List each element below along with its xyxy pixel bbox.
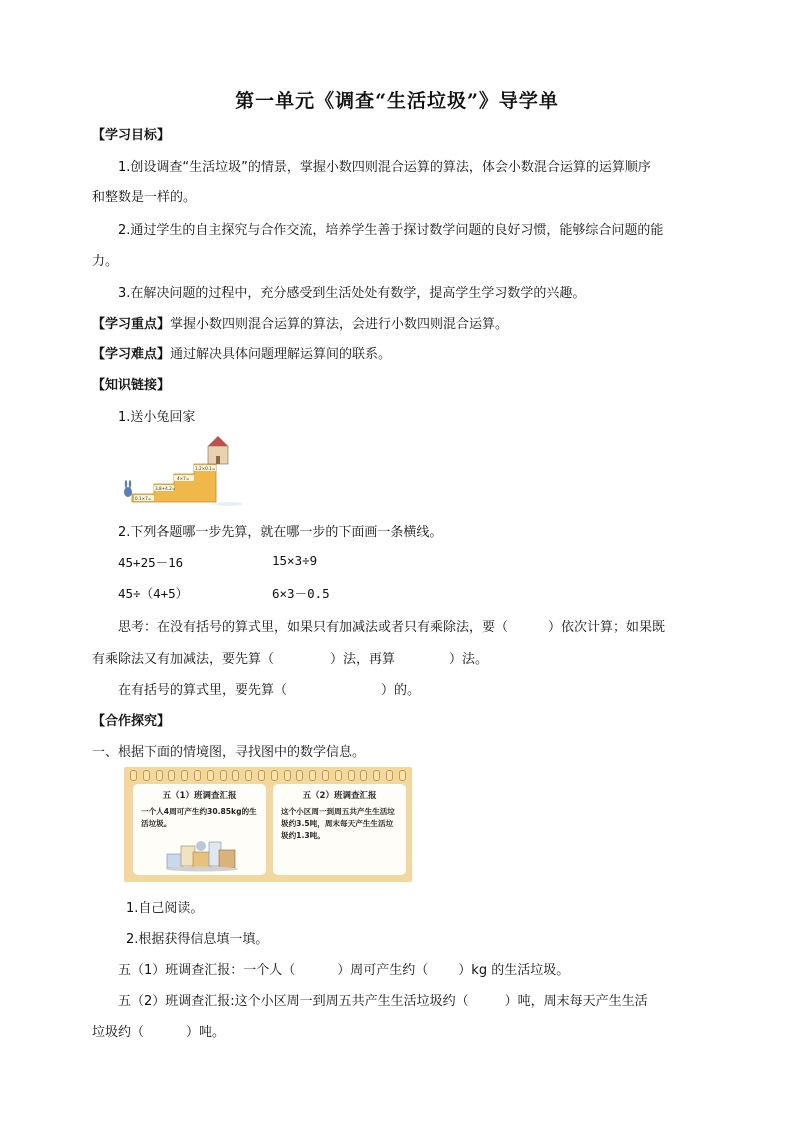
binder-rings <box>130 770 406 780</box>
stair-label-1: 0.1×7= <box>135 496 152 501</box>
goal-2-line-2: 力。 <box>92 254 119 269</box>
report-card-2-text: 这个小区周一到周五共产生生活垃圾约3.5吨，周末每天产生生活垃圾约1.3吨。 <box>281 807 395 840</box>
report-card-class-1 <box>132 783 267 876</box>
paren-line <box>118 679 420 698</box>
links-heading: 【知识链接】 <box>92 378 171 393</box>
link-item-2: 2.下列各题哪一步先算，就在哪一步的下面画一条横线。 <box>118 525 443 540</box>
explore-intro: 一、根据下面的情境图，寻找图中的数学信息。 <box>92 745 366 760</box>
key-point-row <box>92 313 508 332</box>
key-point-text: 掌握小数四则混合运算的算法，会进行小数四则混合运算。 <box>170 317 509 332</box>
rabbit-icon <box>124 480 132 497</box>
paren-text-b: ）的。 <box>381 683 421 698</box>
page-title: 第一单元《调查“生活垃圾”》导学单 <box>235 90 559 112</box>
goal-1-line-1: 1.创设调查“生活垃圾”的情景，掌握小数四则混合运算的算法，体会小数混合运算的运算顺序 <box>118 160 651 175</box>
fill1-text-a: 五（1）班调查汇报：一个人（ <box>118 963 296 978</box>
report-card-1-text: 一个人4周可产生约30.85kg的生活垃圾。 <box>141 807 257 828</box>
expression-3: 45÷（4+5） <box>118 586 189 601</box>
report-card-class-2 <box>272 783 407 876</box>
link-item-1: 1.送小兔回家 <box>118 410 196 425</box>
step-1: 1.自己阅读。 <box>126 901 204 916</box>
fill1-text-b: ）周可产生约（ <box>337 963 429 978</box>
fill2-text-d: ）吨。 <box>186 1025 226 1040</box>
goal-2-line-1: 2.通过学生的自主探究与合作交流，培养学生善于探讨数学问题的良好习惯，能够综合问题的能 <box>118 223 664 238</box>
fill-line-2 <box>118 990 648 1009</box>
survey-report-board <box>124 767 412 882</box>
fill-line-3 <box>92 1021 225 1040</box>
goals-heading: 【学习目标】 <box>92 128 171 143</box>
fill1-text-c: ）kg 的生活垃圾。 <box>458 963 570 978</box>
expression-2: 15×3÷9 <box>272 553 318 568</box>
fill2-text-b: ）吨，周末每天产生生活 <box>504 994 648 1009</box>
difficulty-text: 通过解决具体问题理解运算间的联系。 <box>170 347 392 362</box>
expression-1: 45+25－16 <box>118 555 184 570</box>
stair-label-2: 3.8+4.2= <box>155 486 176 491</box>
think-text-a: 思考：在没有括号的算式里，如果只有加减法或者只有乘除法，要（ <box>118 620 509 635</box>
think-line-1 <box>118 616 665 635</box>
goal-3: 3.在解决问题的过程中，充分感受到生活处处有数学，提高学生学习数学的兴趣。 <box>118 286 586 301</box>
report-card-2-title: 五（2）班调查汇报 <box>302 791 377 801</box>
garbage-pile-image <box>163 832 241 872</box>
paren-text-a: 在有括号的算式里，要先算（ <box>118 683 288 698</box>
think2-text-c: ）法。 <box>449 652 489 667</box>
fill2-text-c: 垃圾约（ <box>92 1025 145 1040</box>
key-point-heading: 【学习重点】 <box>92 317 171 332</box>
explore-heading: 【合作探究】 <box>92 714 171 729</box>
stair-label-3: 4×7= <box>177 476 190 481</box>
think-text-b: ）依次计算；如果既 <box>548 620 666 635</box>
rabbit-stairs-illustration <box>120 432 250 507</box>
think-line-2 <box>92 648 488 667</box>
expression-4: 6×3－0.5 <box>272 586 330 601</box>
fill-line-1 <box>118 959 569 978</box>
fill2-text-a: 五（2）班调查汇报:这个小区周一到周五共产生生活垃圾约（ <box>118 994 469 1009</box>
goal-1-line-2: 和整数是一样的。 <box>92 190 197 205</box>
think2-text-b: ）法，再算 <box>330 652 396 667</box>
think2-text-a: 有乘除法又有加减法，要先算（ <box>92 652 275 667</box>
castle-icon <box>208 436 228 464</box>
report-card-1-title: 五（1）班调查汇报 <box>162 791 237 801</box>
difficulty-row <box>92 343 391 362</box>
step-2: 2.根据获得信息填一填。 <box>126 932 269 947</box>
stair-label-4: 1.2×0.1= <box>195 466 216 471</box>
ground-shadow <box>214 502 242 506</box>
difficulty-heading: 【学习难点】 <box>92 347 171 362</box>
